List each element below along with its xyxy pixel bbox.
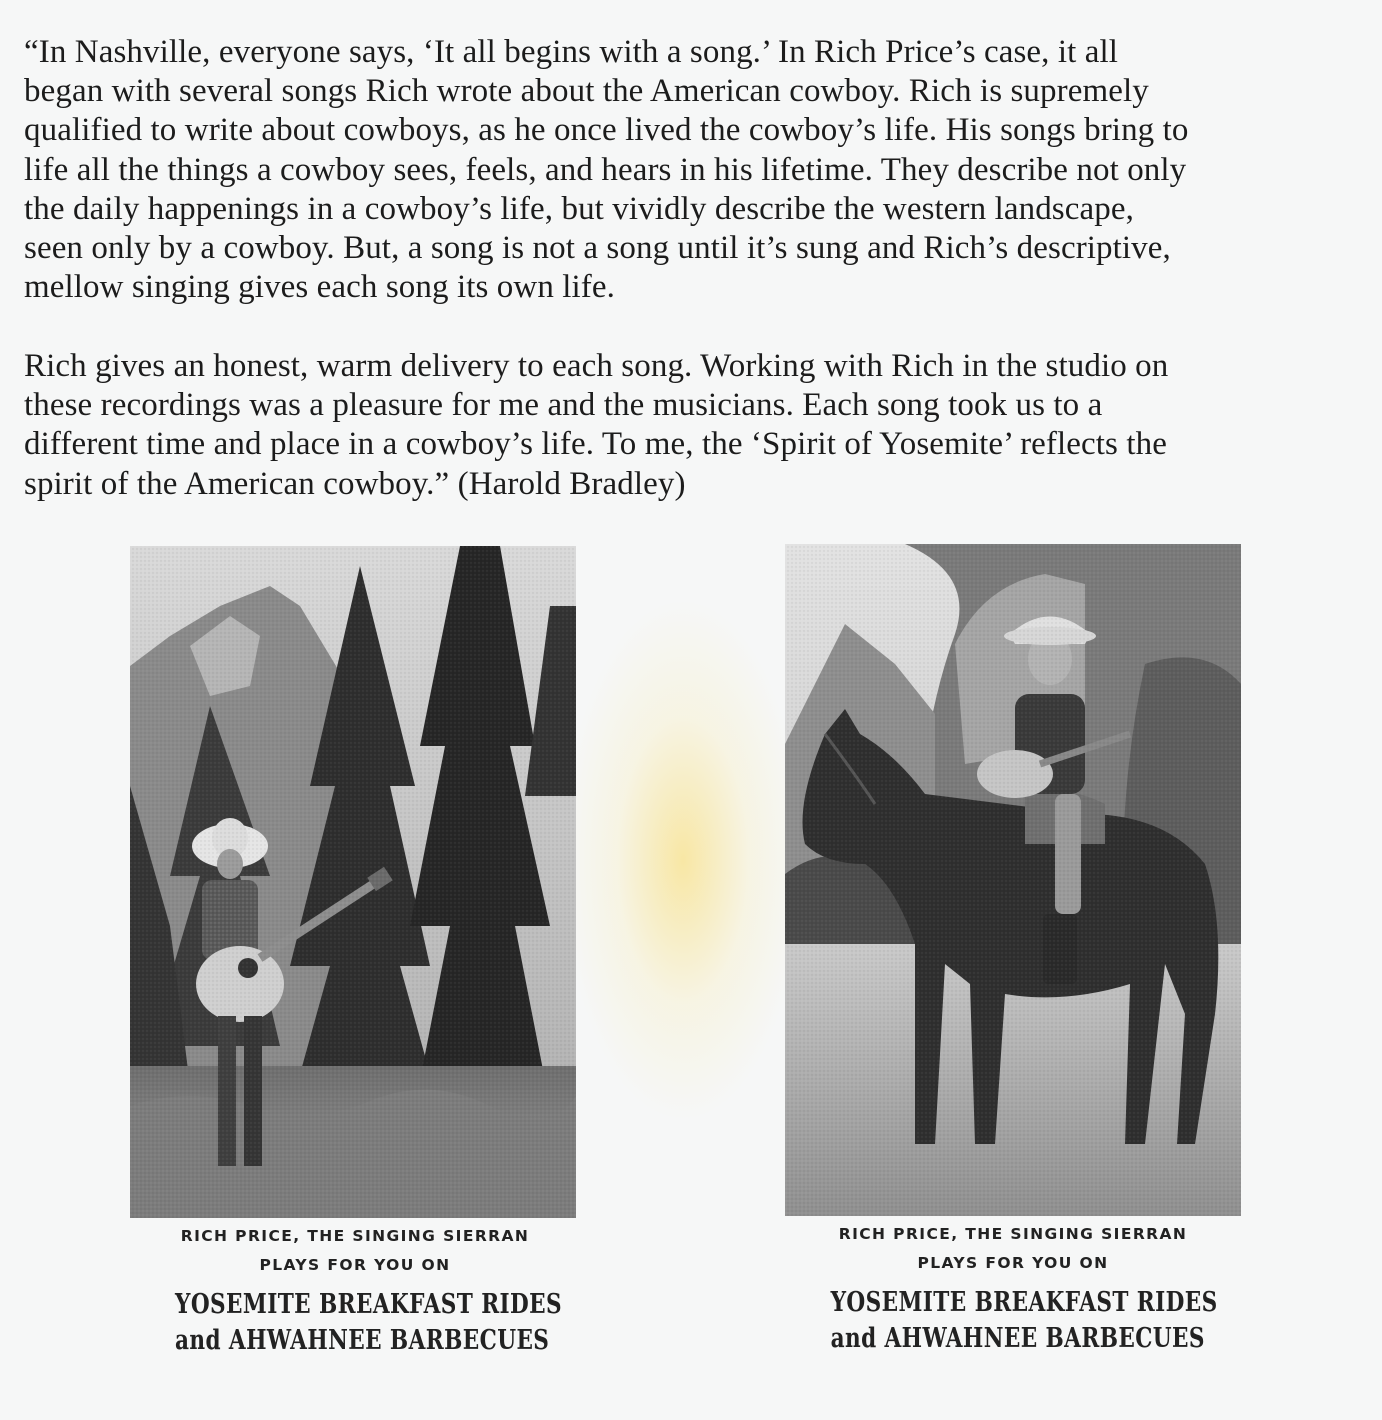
quote-line: began with several songs Rich wrote about the American cowboy. Rich is supremely bbox=[24, 73, 1149, 110]
horse-rider-photo-illustration bbox=[785, 544, 1241, 1216]
quote-paragraph-2 bbox=[24, 347, 1364, 504]
quote-line: life all the things a cowboy sees, feels, and hears in his lifetime. They describe not only bbox=[24, 151, 1187, 188]
caption-performer: RICH PRICE, THE SINGING SIERRAN bbox=[838, 1225, 1188, 1243]
photo-card-right bbox=[785, 544, 1235, 1357]
caption-event-subtitle: and AHWAHNEE BARBECUES bbox=[175, 1325, 550, 1356]
caption-event-title: YOSEMITE BREAKFAST RIDES bbox=[175, 1289, 563, 1320]
quote-line: the daily happenings in a cowboy’s life, but vividly describe the western landscape, bbox=[24, 190, 1134, 227]
quote-line: seen only by a cowboy. But, a song is not a song until it’s sung and Rich’s descriptive, bbox=[24, 230, 1171, 267]
quote-line: Rich gives an honest, warm delivery to each song. Working with Rich in the studio on bbox=[24, 348, 1169, 384]
quote-line: qualified to write about cowboys, as he once lived the cowboy’s life. His songs bring to bbox=[24, 112, 1189, 149]
photo-caption-right bbox=[785, 1220, 1241, 1357]
caption-plays-for-you: PLAYS FOR YOU ON bbox=[917, 1254, 1109, 1272]
quote-paragraph-1 bbox=[24, 33, 1364, 307]
quote-line: mellow singing gives each song its own life. bbox=[24, 269, 615, 306]
caption-event-subtitle: and AHWAHNEE BARBECUES bbox=[830, 1323, 1205, 1354]
photo-cowboy-on-horse bbox=[785, 544, 1241, 1216]
caption-event-title: YOSEMITE BREAKFAST RIDES bbox=[830, 1287, 1218, 1318]
quote-line: spirit of the American cowboy.” (Harold Bradley) bbox=[24, 465, 686, 502]
forest-guitar-photo-illustration bbox=[130, 546, 576, 1218]
caption-performer: RICH PRICE, THE SINGING SIERRAN bbox=[180, 1227, 530, 1245]
quote-line: different time and place in a cowboy’s life. To me, the ‘Spirit of Yosemite’ reflects the bbox=[24, 426, 1167, 463]
quote-line: “In Nashville, everyone says, ‘It all begins with a song.’ In Rich Price’s case, it all bbox=[24, 34, 1119, 70]
quote-line: these recordings was a pleasure for me and the musicians. Each song took us to a bbox=[24, 387, 1103, 424]
photo-caption-left bbox=[130, 1222, 580, 1359]
photo-cowboy-with-guitar-in-forest bbox=[130, 546, 576, 1218]
photo-card-left bbox=[130, 546, 580, 1359]
caption-plays-for-you: PLAYS FOR YOU ON bbox=[259, 1256, 451, 1274]
